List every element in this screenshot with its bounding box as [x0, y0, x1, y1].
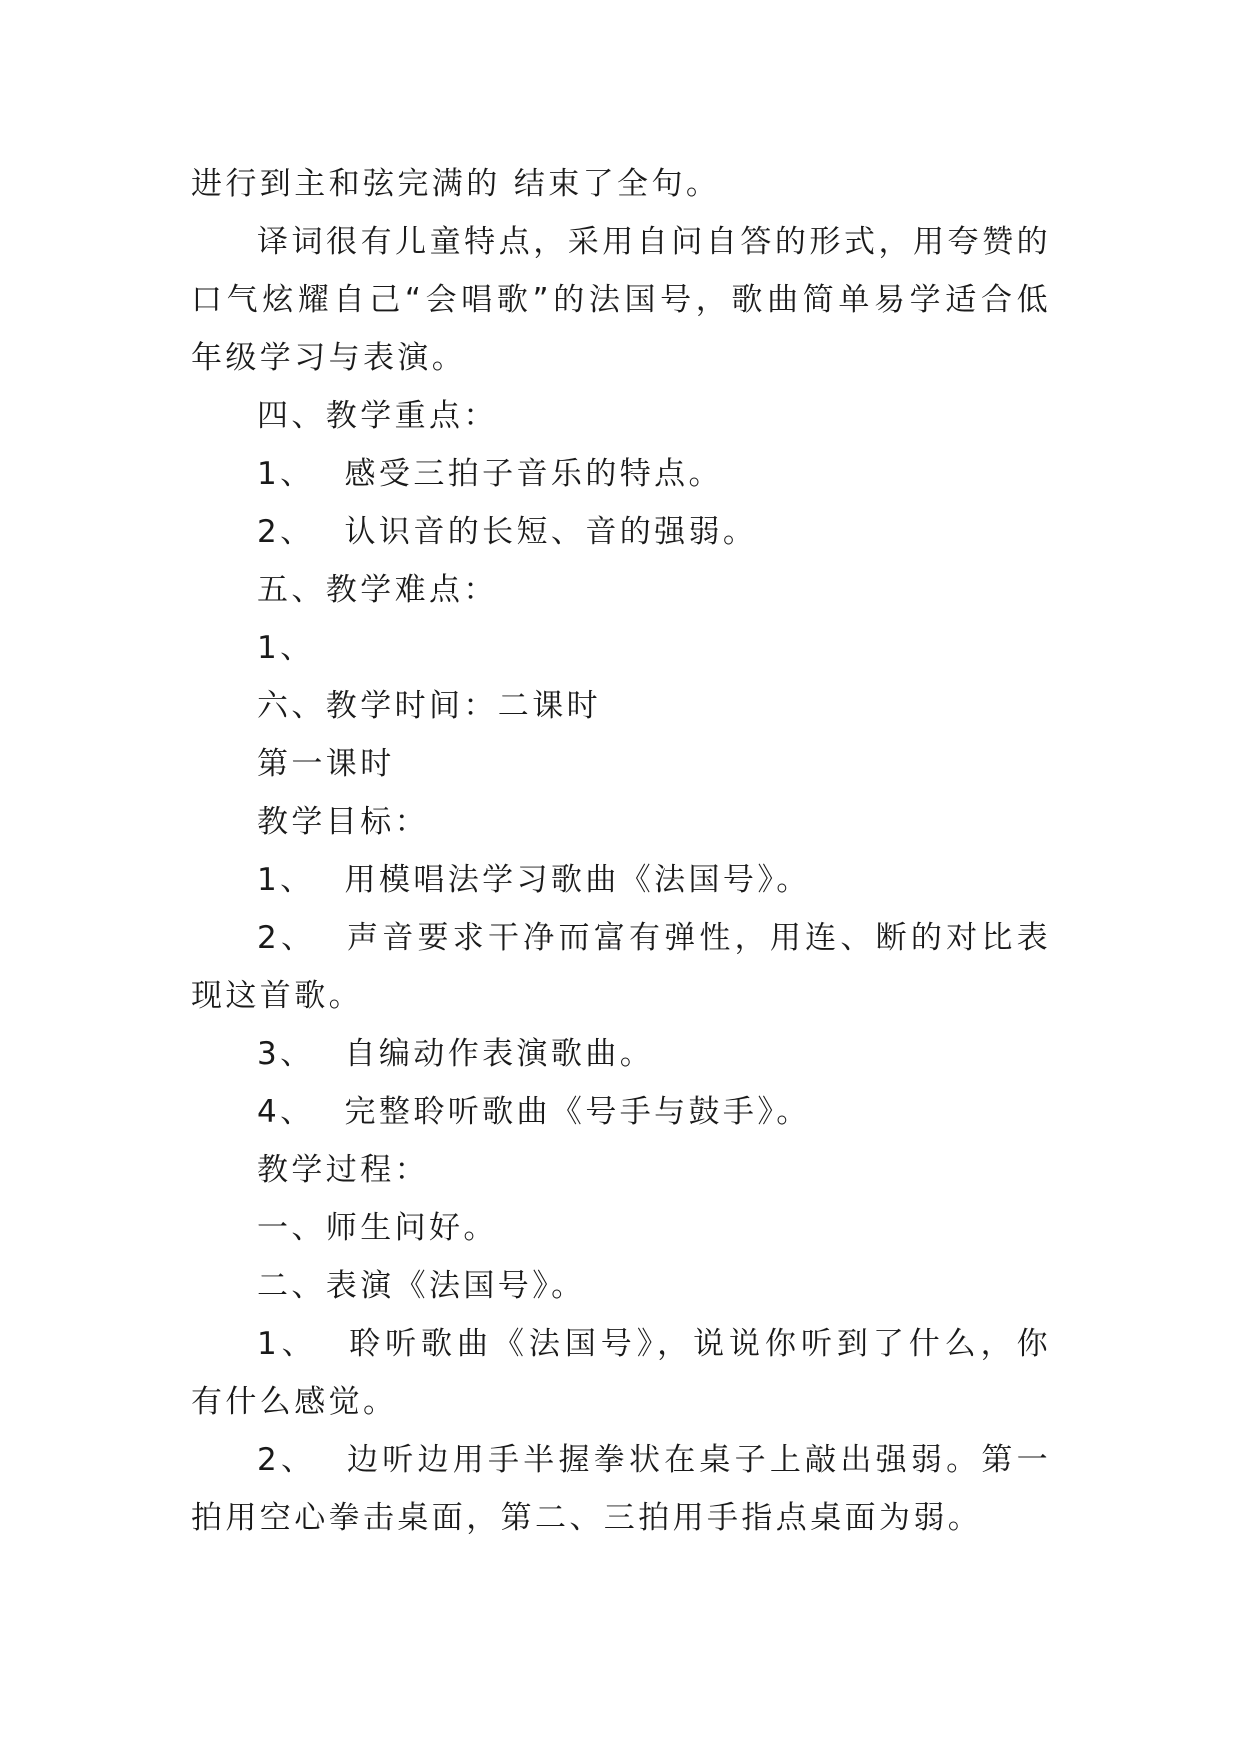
lesson-title: 第一课时 [257, 746, 395, 782]
list-text: 感受三拍子音乐的特点。 [344, 456, 723, 492]
document-body [191, 155, 1051, 1547]
list-number: 2、 [257, 514, 315, 550]
list-number: 1、 [257, 630, 315, 666]
list-item [191, 851, 1051, 909]
list-item [191, 1025, 1051, 1083]
paragraph: 进行到主和弦完满的 结束了全句。 [191, 166, 721, 202]
list-number: 1、 [257, 862, 315, 898]
list-text: 自编动作表演歌曲。 [344, 1036, 655, 1072]
list-number: 4、 [257, 1094, 315, 1130]
section-heading: 教学目标： [257, 804, 429, 840]
list-text: 用模唱法学习歌曲《法国号》。 [344, 862, 811, 898]
section-heading: 六、教学时间：二课时 [257, 688, 601, 724]
list-item [191, 619, 1051, 677]
list-text: 边听边用手半握拳状在桌子上敲出强弱。第一拍用空心拳击桌面，第二、三拍用手指点桌面为弱。 [191, 1442, 1051, 1536]
section-heading: 二、表演《法国号》。 [257, 1268, 586, 1304]
section-heading: 四、教学重点： [257, 398, 498, 434]
list-number: 1、 [257, 456, 315, 492]
list-item [191, 1431, 1051, 1547]
list-item [191, 1083, 1051, 1141]
list-number: 2、 [257, 1442, 317, 1478]
section-heading: 一、师生问好。 [257, 1210, 498, 1246]
list-text: 声音要求干净而富有弹性，用连、断的对比表现这首歌。 [191, 920, 1051, 1014]
paragraph: 译词很有儿童特点，采用自问自答的形式，用夸赞的口气炫耀自己“会唱歌”的法国号，歌曲简单易学适合低年级学习与表演。 [191, 224, 1051, 376]
list-text: 认识音的长短、音的强弱。 [344, 514, 758, 550]
list-item [191, 1315, 1051, 1431]
section-heading: 五、教学难点： [257, 572, 498, 608]
list-number: 2、 [257, 920, 317, 956]
list-text: 完整聆听歌曲《号手与鼓手》。 [344, 1094, 811, 1130]
list-item [191, 445, 1051, 503]
section-heading: 教学过程： [257, 1152, 429, 1188]
list-number: 3、 [257, 1036, 315, 1072]
list-number: 1、 [257, 1326, 318, 1362]
list-item [191, 503, 1051, 561]
list-text: 聆听歌曲《法国号》，说说你听到了什么，你有什么感觉。 [191, 1326, 1052, 1420]
list-item [191, 909, 1051, 1025]
